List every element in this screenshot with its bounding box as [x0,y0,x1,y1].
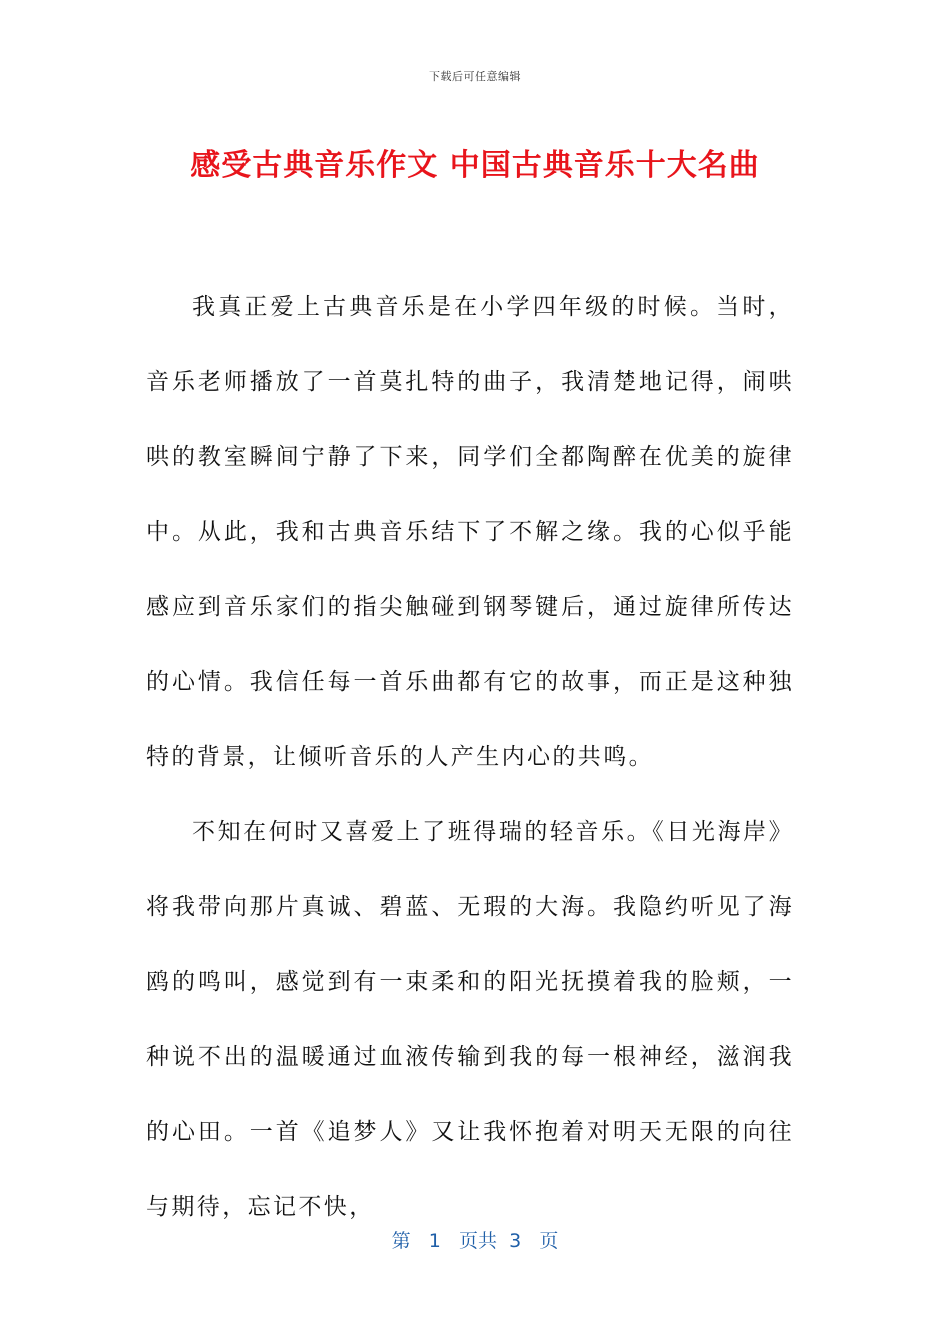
paragraph: 不知在何时又喜爱上了班得瑞的轻音乐。《日光海岸》将我带向那片真诚、碧蓝、无瑕的大海。我隐约听见了海鸥的鸣叫，感觉到有一束柔和的阳光抚摸着我的脸颊，一种说不出的温暖通过血液传输到我的每一根神经，滋润我的心田。一首《追梦人》又让我怀抱着对明天无限的向往与期待，忘记不快， [146,819,794,1220]
footer-page-number: 1 [428,1230,441,1252]
footer-prefix: 第 [391,1230,411,1252]
footer-middle: 页共 [459,1230,498,1252]
paragraph: 我真正爱上古典音乐是在小学四年级的时候。当时，音乐老师播放了一首莫扎特的曲子，我清楚地记得，闹哄哄的教室瞬间宁静了下来，同学们全都陶醉在优美的旋律中。从此，我和古典音乐结下了不解之缘。我的心似乎能感应到音乐家们的指尖触碰到钢琴键后，通过旋律所传达的心情。我信任每一首乐曲都有它的故事，而正是这种独特的背景，让倾听音乐的人产生内心的共鸣。 [146,294,794,770]
footer-total-pages: 3 [509,1230,522,1252]
page-footer [0,1226,950,1253]
document-title: 感受古典音乐作文 中国古典音乐十大名曲 [190,148,760,183]
header-note: 下载后可任意编辑 [429,70,521,83]
footer-suffix: 页 [539,1230,559,1252]
document-body [146,270,794,1245]
